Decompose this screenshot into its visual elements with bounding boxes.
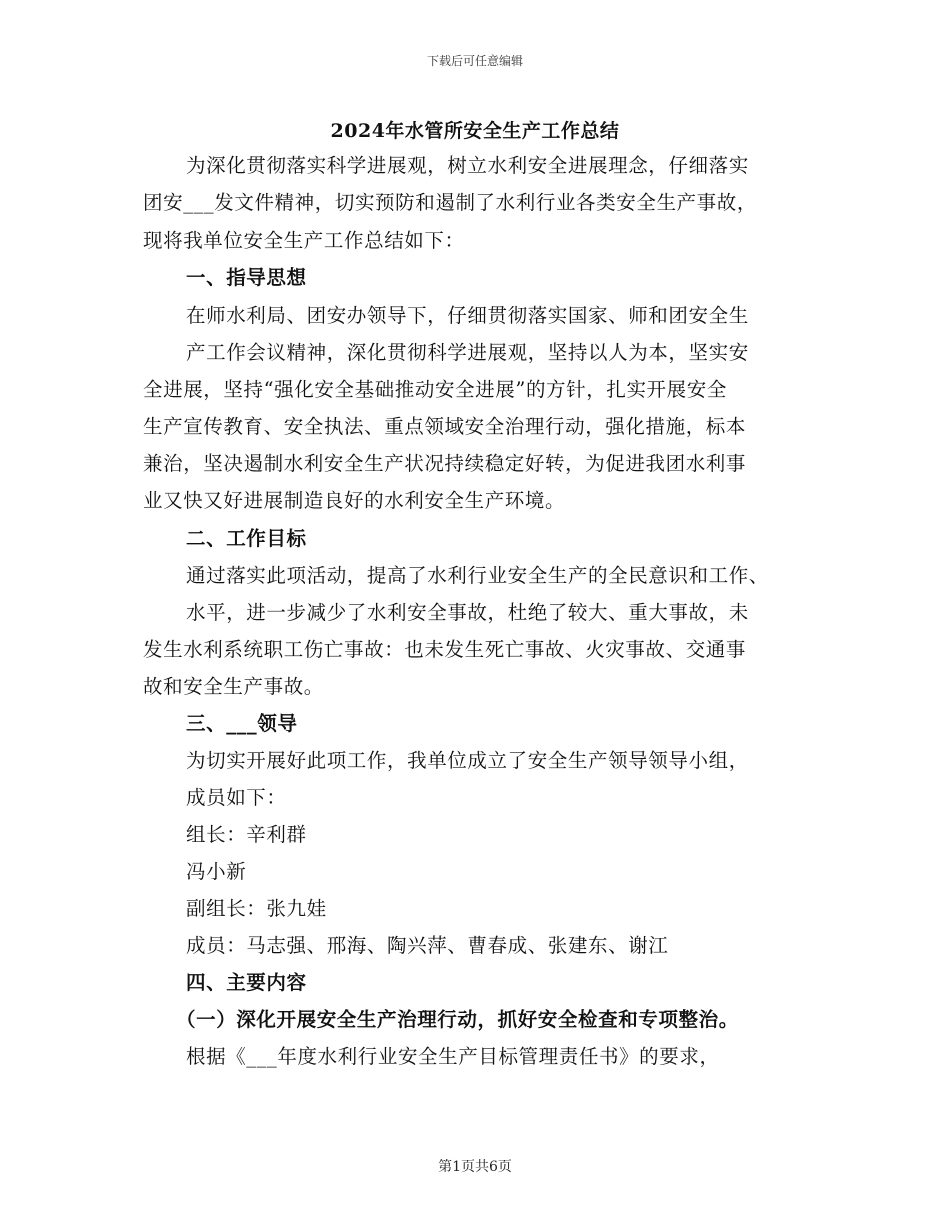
paragraph-line: 在师水利局、团安办领导下，仔细贯彻落实国家、师和团安全生 [186, 304, 749, 327]
paragraph-line: 成员：马志强、邢海、陶兴萍、曹春成、张建东、谢江 [186, 934, 669, 957]
paragraph-line: 产工作会议精神，深化贯彻科学进展观，坚持以人为本，坚实安 [186, 341, 749, 364]
subsection-heading: （一）深化开展安全生产治理行动，抓好安全检查和专项整治。 [176, 1008, 739, 1031]
paragraph-line: 现将我单位安全生产工作总结如下： [143, 229, 465, 252]
page-footer: 第1页共6页 [438, 1159, 512, 1175]
paragraph-line: 全进展，坚持“强化安全基础推动安全进展”的方针，扎实开展安全 [143, 378, 727, 401]
paragraph-line: 故和安全生产事故。 [143, 675, 324, 698]
section-heading: 二、工作目标 [186, 527, 307, 550]
section-heading: 一、指导思想 [186, 266, 307, 289]
paragraph-line: 业又快又好进展制造良好的水利安全生产环境。 [143, 489, 566, 512]
paragraph-line: 兼治，坚决遏制水利安全生产状况持续稳定好转，为促进我团水利事 [143, 452, 747, 475]
paragraph-line: 成员如下： [186, 786, 287, 809]
header-note: 下载后可任意编辑 [426, 54, 523, 68]
paragraph-line: 为深化贯彻落实科学进展观，树立水利安全进展理念，仔细落实 [186, 154, 749, 177]
paragraph-line: 组长：辛利群 [186, 823, 307, 846]
section-heading: 四、主要内容 [186, 971, 307, 994]
document-title: 2024年水管所安全生产工作总结 [330, 120, 620, 142]
paragraph-line: 冯小新 [186, 860, 247, 883]
paragraph-line: 为切实开展好此项工作，我单位成立了安全生产领导领导小组， [186, 749, 749, 772]
paragraph-line: 根据《___年度水利行业安全生产目标管理责任书》的要求， [186, 1045, 720, 1068]
paragraph-line: 副组长：张九娃 [186, 897, 327, 920]
paragraph-line: 团安___发文件精神，切实预防和遏制了水利行业各类安全生产事故， [143, 191, 757, 214]
paragraph-line: 发生水利系统职工伤亡事故：也未发生死亡事故、火灾事故、交通事 [143, 638, 747, 661]
section-heading: 三、___领导 [186, 712, 298, 735]
paragraph-line: 水平，进一步减少了水利安全事故，杜绝了较大、重大事故，未 [186, 601, 749, 624]
paragraph-line: 通过落实此项活动，提高了水利行业安全生产的全民意识和工作、 [186, 564, 769, 587]
paragraph-line: 生产宣传教育、安全执法、重点领域安全治理行动，强化措施，标本 [143, 415, 747, 438]
